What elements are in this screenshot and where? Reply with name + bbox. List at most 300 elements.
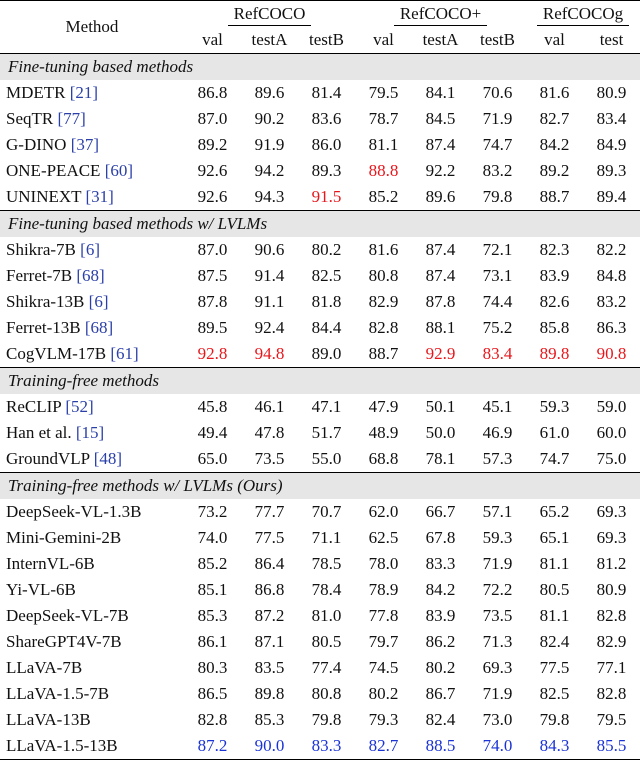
score-cell: 79.8: [539, 710, 570, 729]
score-cell: 81.6: [368, 240, 399, 259]
method-name: MDETR: [6, 83, 66, 102]
score-cell: 87.0: [197, 240, 228, 259]
table-row: [0, 263, 640, 289]
score-cell: 86.8: [197, 83, 228, 102]
citation-number: 6: [94, 292, 103, 311]
score-cell: 84.4: [311, 318, 342, 337]
citation-link[interactable]: [68]: [76, 266, 105, 285]
score-cell: 79.8: [311, 710, 342, 729]
score-cell: 86.8: [254, 580, 285, 599]
score-cell: 87.5: [197, 266, 228, 285]
subcolumn-header: testA: [241, 27, 298, 54]
score-cell: 84.5: [425, 109, 456, 128]
table-row: [0, 707, 640, 733]
score-cell: 57.3: [482, 449, 513, 468]
score-cell: 87.4: [425, 135, 456, 154]
section-title: Training-free methods w/ LVLMs (Ours): [0, 473, 640, 500]
citation-number: 21: [75, 83, 93, 102]
score-cell: 47.1: [311, 397, 342, 416]
score-cell: 91.9: [254, 135, 285, 154]
score-cell: 59.3: [539, 397, 570, 416]
score-cell: 89.4: [596, 187, 627, 206]
group-header-refcoco-plus: RefCOCO+: [355, 1, 526, 28]
method-name: DeepSeek-VL-1.3B: [6, 502, 142, 521]
score-cell: 80.9: [596, 580, 627, 599]
table-row: [0, 315, 640, 341]
table-row: [0, 420, 640, 446]
score-cell: 77.5: [539, 658, 570, 677]
section-title: Training-free methods: [0, 368, 640, 395]
table-row: [0, 655, 640, 681]
score-cell: 89.2: [197, 135, 228, 154]
citation-number: 6: [85, 240, 95, 259]
citation-link[interactable]: [6]: [88, 292, 109, 311]
score-cell: 87.8: [425, 292, 456, 311]
citation-number: 31: [91, 187, 109, 206]
score-cell: 82.2: [596, 240, 627, 259]
score-cell: 82.4: [539, 632, 570, 651]
score-cell: 65.1: [539, 528, 570, 547]
score-cell: 80.8: [311, 684, 342, 703]
score-cell: 81.1: [539, 554, 570, 573]
score-cell: 67.8: [425, 528, 456, 547]
score-cell: 86.1: [197, 632, 228, 651]
score-cell: 47.8: [254, 423, 285, 442]
citation-link[interactable]: [15]: [75, 423, 105, 442]
method-cell: [0, 707, 184, 733]
score-cell: 75.2: [482, 318, 513, 337]
score-cell: 50.0: [425, 423, 456, 442]
score-cell: 83.2: [596, 292, 627, 311]
method-name: G-DINO: [6, 135, 67, 154]
citation-number: 48: [99, 449, 117, 468]
method-name: GroundVLP: [6, 449, 90, 468]
score-cell: 88.5: [412, 733, 469, 760]
table-row: [0, 446, 640, 473]
score-cell: 61.0: [539, 423, 570, 442]
score-cell: 89.6: [425, 187, 456, 206]
method-cell: [0, 132, 184, 158]
score-cell: 84.1: [425, 83, 456, 102]
score-cell: 71.9: [482, 554, 513, 573]
subcolumn-header: test: [583, 27, 640, 54]
citation-number: 52: [71, 397, 89, 416]
subcolumn-header: testB: [298, 27, 355, 54]
method-name: ONE-PEACE: [6, 161, 101, 180]
method-name: SeqTR: [6, 109, 54, 128]
score-cell: 82.6: [539, 292, 570, 311]
citation-number: 68: [82, 266, 100, 285]
method-name: Ferret-7B: [6, 266, 73, 285]
table-row: [0, 80, 640, 106]
table-body: [0, 54, 640, 760]
score-cell: 77.4: [311, 658, 342, 677]
group-header-refcoco: RefCOCO: [184, 1, 355, 28]
table-row: [0, 525, 640, 551]
table-row: [0, 577, 640, 603]
score-cell: 83.3: [425, 554, 456, 573]
score-cell: 82.9: [368, 292, 399, 311]
method-cell: [0, 629, 184, 655]
score-cell: 87.0: [197, 109, 228, 128]
score-cell: 86.3: [596, 318, 627, 337]
score-cell: 78.7: [368, 109, 399, 128]
score-cell: 73.1: [482, 266, 513, 285]
score-cell: 89.0: [311, 344, 342, 363]
score-cell: 88.8: [368, 161, 399, 180]
citation-link[interactable]: [6]: [80, 240, 100, 259]
score-cell: 77.1: [596, 658, 627, 677]
score-cell: 82.5: [311, 266, 342, 285]
method-name: Yi-VL-6B: [6, 580, 76, 599]
score-cell: 78.1: [425, 449, 456, 468]
score-cell: 92.6: [197, 161, 228, 180]
score-cell: 82.8: [596, 684, 627, 703]
score-cell: 81.1: [539, 606, 570, 625]
score-cell: 90.0: [241, 733, 298, 760]
score-cell: 85.2: [197, 554, 228, 573]
score-cell: 88.7: [539, 187, 570, 206]
score-cell: 72.1: [482, 240, 513, 259]
score-cell: 47.9: [368, 397, 399, 416]
method-cell: [0, 184, 184, 211]
score-cell: 82.5: [539, 684, 570, 703]
score-cell: 79.7: [368, 632, 399, 651]
score-cell: 57.1: [482, 502, 513, 521]
score-cell: 79.8: [482, 187, 513, 206]
score-cell: 85.3: [197, 606, 228, 625]
score-cell: 71.9: [482, 109, 513, 128]
score-cell: 81.0: [311, 606, 342, 625]
method-name: CogVLM-17B: [6, 344, 107, 363]
table-row: [0, 681, 640, 707]
citation-link[interactable]: [48]: [93, 449, 123, 468]
score-cell: 83.5: [254, 658, 285, 677]
score-cell: 87.2: [184, 733, 241, 760]
method-cell: [0, 106, 184, 132]
score-cell: 85.2: [368, 187, 399, 206]
score-cell: 89.3: [596, 161, 627, 180]
score-cell: 78.9: [368, 580, 399, 599]
score-cell: 87.2: [254, 606, 285, 625]
score-cell: 70.7: [311, 502, 342, 521]
score-cell: 79.5: [368, 83, 399, 102]
score-cell: 94.3: [254, 187, 285, 206]
score-cell: 74.0: [197, 528, 228, 547]
section-header-row: [0, 54, 640, 81]
method-name: ReCLIP: [6, 397, 62, 416]
score-cell: 80.8: [368, 266, 399, 285]
score-cell: 81.2: [596, 554, 627, 573]
score-cell: 45.1: [482, 397, 513, 416]
score-cell: 46.9: [482, 423, 513, 442]
subcolumn-header: val: [184, 27, 241, 54]
score-cell: 86.7: [425, 684, 456, 703]
citation-link[interactable]: [60]: [104, 161, 134, 180]
method-cell: [0, 499, 184, 525]
score-cell: 82.8: [596, 606, 627, 625]
score-cell: 94.2: [254, 161, 285, 180]
table-row: [0, 237, 640, 263]
method-cell: [0, 263, 184, 289]
method-cell: [0, 80, 184, 106]
subcolumn-header: val: [526, 27, 583, 54]
score-cell: 86.5: [197, 684, 228, 703]
score-cell: 91.5: [311, 187, 342, 206]
score-cell: 92.6: [197, 187, 228, 206]
score-cell: 65.0: [197, 449, 228, 468]
score-cell: 74.0: [469, 733, 526, 760]
score-cell: 77.5: [254, 528, 285, 547]
method-cell: [0, 420, 184, 446]
score-cell: 86.2: [425, 632, 456, 651]
score-cell: 78.5: [311, 554, 342, 573]
citation-number: 61: [116, 344, 134, 363]
method-cell: [0, 577, 184, 603]
section-title: Fine-tuning based methods: [0, 54, 640, 81]
section-header-row: [0, 473, 640, 500]
score-cell: 89.8: [539, 344, 570, 363]
method-name: LLaVA-1.5-7B: [6, 684, 110, 703]
score-cell: 91.1: [254, 292, 285, 311]
score-cell: 74.4: [482, 292, 513, 311]
score-cell: 62.5: [368, 528, 399, 547]
score-cell: 84.9: [596, 135, 627, 154]
score-cell: 89.2: [539, 161, 570, 180]
score-cell: 88.1: [425, 318, 456, 337]
table-row: [0, 394, 640, 420]
method-cell: [0, 394, 184, 420]
score-cell: 46.1: [254, 397, 285, 416]
score-cell: 74.7: [482, 135, 513, 154]
score-cell: 69.3: [482, 658, 513, 677]
method-cell: [0, 341, 184, 368]
table-row: [0, 158, 640, 184]
score-cell: 72.2: [482, 580, 513, 599]
method-name: Shikra-7B: [6, 240, 76, 259]
score-cell: 81.1: [368, 135, 399, 154]
citation-number: 37: [76, 135, 94, 154]
citation-number: 15: [81, 423, 99, 442]
method-cell: [0, 681, 184, 707]
method-name: InternVL-6B: [6, 554, 95, 573]
method-cell: [0, 603, 184, 629]
score-cell: 87.4: [425, 240, 456, 259]
method-name: Mini-Gemini-2B: [6, 528, 122, 547]
score-cell: 77.7: [254, 502, 285, 521]
score-cell: 80.2: [368, 684, 399, 703]
score-cell: 82.3: [539, 240, 570, 259]
score-cell: 66.7: [425, 502, 456, 521]
method-cell: [0, 733, 184, 760]
score-cell: 73.2: [197, 502, 228, 521]
score-cell: 59.3: [482, 528, 513, 547]
score-cell: 92.4: [254, 318, 285, 337]
score-cell: 92.2: [425, 161, 456, 180]
score-cell: 82.7: [539, 109, 570, 128]
citation-link[interactable]: [68]: [84, 318, 114, 337]
score-cell: 85.1: [197, 580, 228, 599]
subcolumn-header: testA: [412, 27, 469, 54]
score-cell: 90.6: [254, 240, 285, 259]
method-cell: [0, 551, 184, 577]
score-cell: 79.3: [368, 710, 399, 729]
score-cell: 83.9: [539, 266, 570, 285]
score-cell: 89.5: [197, 318, 228, 337]
score-cell: 84.3: [526, 733, 583, 760]
method-name: Ferret-13B: [6, 318, 81, 337]
score-cell: 55.0: [311, 449, 342, 468]
citation-number: 77: [63, 109, 81, 128]
method-name: Han et al.: [6, 423, 72, 442]
score-cell: 83.6: [311, 109, 342, 128]
score-cell: 69.3: [596, 528, 627, 547]
score-cell: 82.7: [355, 733, 412, 760]
method-cell: [0, 158, 184, 184]
table-row: [0, 733, 640, 760]
method-name: LLaVA-13B: [6, 710, 91, 729]
score-cell: 71.9: [482, 684, 513, 703]
table-row: [0, 629, 640, 655]
score-cell: 80.5: [311, 632, 342, 651]
score-cell: 74.7: [539, 449, 570, 468]
method-name: UNINEXT: [6, 187, 82, 206]
citation-link[interactable]: [21]: [69, 83, 99, 102]
section-header-row: [0, 368, 640, 395]
score-cell: 83.4: [482, 344, 513, 363]
subcolumn-header: testB: [469, 27, 526, 54]
table-row: [0, 106, 640, 132]
citation-link[interactable]: [31]: [85, 187, 114, 206]
score-cell: 85.3: [254, 710, 285, 729]
score-cell: 75.0: [596, 449, 627, 468]
score-cell: 87.4: [425, 266, 456, 285]
score-cell: 81.4: [311, 83, 342, 102]
table-row: [0, 289, 640, 315]
score-cell: 83.2: [482, 161, 513, 180]
method-cell: [0, 655, 184, 681]
score-cell: 85.8: [539, 318, 570, 337]
score-cell: 74.5: [368, 658, 399, 677]
method-name: LLaVA-1.5-13B: [6, 736, 118, 755]
score-cell: 71.3: [482, 632, 513, 651]
score-cell: 73.0: [482, 710, 513, 729]
score-cell: 73.5: [482, 606, 513, 625]
method-column-header: Method: [0, 1, 184, 54]
method-cell: [0, 525, 184, 551]
score-cell: 82.8: [368, 318, 399, 337]
score-cell: 90.2: [254, 109, 285, 128]
score-cell: 83.9: [425, 606, 456, 625]
citation-number: 68: [90, 318, 108, 337]
score-cell: 84.8: [596, 266, 627, 285]
score-cell: 78.4: [311, 580, 342, 599]
score-cell: 88.7: [368, 344, 399, 363]
score-cell: 86.4: [254, 554, 285, 573]
method-name: ShareGPT4V-7B: [6, 632, 122, 651]
score-cell: 80.9: [596, 83, 627, 102]
score-cell: 89.6: [254, 83, 285, 102]
table-row: [0, 341, 640, 368]
score-cell: 80.3: [197, 658, 228, 677]
score-cell: 73.5: [254, 449, 285, 468]
table-row: [0, 132, 640, 158]
method-cell: [0, 315, 184, 341]
score-cell: 87.1: [254, 632, 285, 651]
score-cell: 59.0: [596, 397, 627, 416]
method-name: DeepSeek-VL-7B: [6, 606, 129, 625]
subcolumn-header: val: [355, 27, 412, 54]
score-cell: 62.0: [368, 502, 399, 521]
section-title: Fine-tuning based methods w/ LVLMs: [0, 211, 640, 238]
table-row: [0, 551, 640, 577]
score-cell: 71.1: [311, 528, 342, 547]
score-cell: 89.8: [254, 684, 285, 703]
table-row: [0, 184, 640, 211]
score-cell: 79.5: [596, 710, 627, 729]
score-cell: 91.4: [254, 266, 285, 285]
score-cell: 50.1: [425, 397, 456, 416]
score-cell: 92.8: [197, 344, 228, 363]
score-cell: 94.8: [254, 344, 285, 363]
citation-link[interactable]: [77]: [57, 109, 86, 128]
score-cell: 87.8: [197, 292, 228, 311]
score-cell: 68.8: [368, 449, 399, 468]
score-cell: 80.2: [311, 240, 342, 259]
score-cell: 90.8: [596, 344, 627, 363]
method-cell: [0, 237, 184, 263]
method-name: LLaVA-7B: [6, 658, 83, 677]
score-cell: 83.3: [298, 733, 355, 760]
score-cell: 84.2: [539, 135, 570, 154]
score-cell: 82.4: [425, 710, 456, 729]
section-header-row: [0, 211, 640, 238]
score-cell: 80.2: [425, 658, 456, 677]
score-cell: 70.6: [482, 83, 513, 102]
score-cell: 69.3: [596, 502, 627, 521]
score-cell: 77.8: [368, 606, 399, 625]
score-cell: 81.8: [311, 292, 342, 311]
method-cell: [0, 446, 184, 473]
table-row: [0, 499, 640, 525]
score-cell: 92.9: [425, 344, 456, 363]
citation-link[interactable]: [52]: [65, 397, 94, 416]
score-cell: 86.0: [311, 135, 342, 154]
score-cell: 80.5: [539, 580, 570, 599]
score-cell: 48.9: [368, 423, 399, 442]
score-cell: 89.3: [311, 161, 342, 180]
score-cell: 82.9: [596, 632, 627, 651]
group-header-refcocog: RefCOCOg: [526, 1, 640, 28]
score-cell: 45.8: [197, 397, 228, 416]
score-cell: 85.5: [583, 733, 640, 760]
score-cell: 60.0: [596, 423, 627, 442]
score-cell: 82.8: [197, 710, 228, 729]
citation-link[interactable]: [37]: [70, 135, 100, 154]
score-cell: 78.0: [368, 554, 399, 573]
table-row: [0, 603, 640, 629]
score-cell: 51.7: [311, 423, 342, 442]
score-cell: 81.6: [539, 83, 570, 102]
score-cell: 65.2: [539, 502, 570, 521]
score-cell: 49.4: [197, 423, 228, 442]
method-cell: [0, 289, 184, 315]
citation-number: 60: [110, 161, 128, 180]
score-cell: 84.2: [425, 580, 456, 599]
method-name: Shikra-13B: [6, 292, 85, 311]
score-cell: 83.4: [596, 109, 627, 128]
citation-link[interactable]: [61]: [110, 344, 139, 363]
